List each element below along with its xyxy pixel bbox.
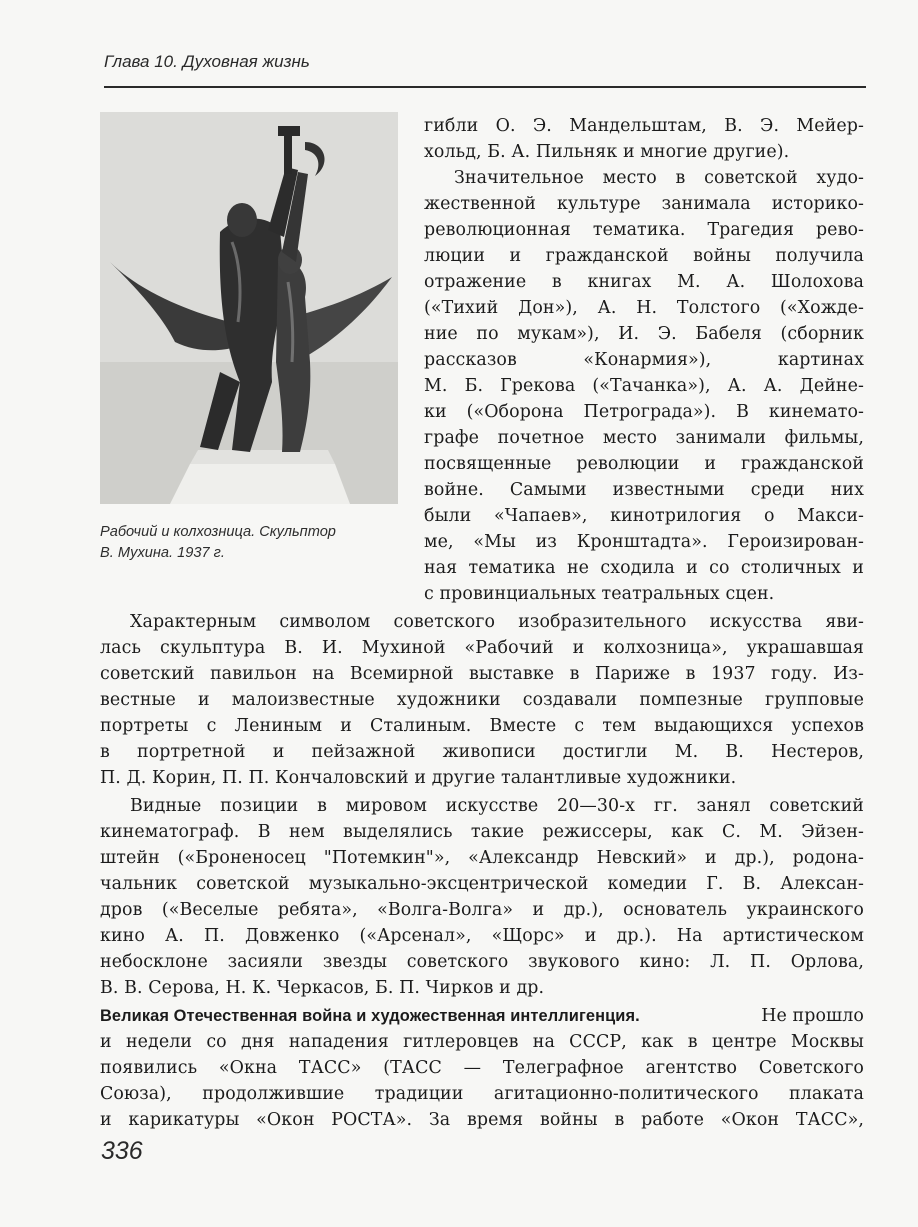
paragraph-line: Характерным символом советского изобразительного искусства яви-: [130, 612, 864, 632]
column-line: гибли О. Э. Мандельштам, В. Э. Мейер-: [424, 116, 864, 136]
paragraph-line: чальник советской музыкально-эксцентрической комедии Г. В. Алексан-: [100, 874, 864, 894]
paragraph-line: кино А. П. Довженко («Арсенал», «Щорс» и др.). На артистическом: [100, 926, 864, 946]
paragraph-line: дров («Веселые ребята», «Волга-Волга» и др.), основатель украинского: [100, 900, 864, 920]
paragraph-line: П. Д. Корин, П. П. Кончаловский и другие талантливые художники.: [100, 768, 737, 788]
column-line: войне. Самыми известными среди них: [424, 480, 864, 500]
paragraph-line: небосклоне засияли звезды советского звукового кино: Л. П. Орлова,: [100, 952, 864, 972]
caption-line: В. Мухина. 1937 г.: [100, 545, 225, 561]
column-line: рассказов «Конармия»), картинах: [424, 350, 864, 370]
column-line: М. Б. Грекова («Тачанка»), А. А. Дейне-: [424, 376, 864, 396]
figure-caption: [100, 522, 400, 564]
paragraph-line: кинематограф. В нем выделялись такие режиссеры, как С. М. Эйзен-: [100, 822, 864, 842]
column-line: ме, «Мы из Кронштадта». Героизирован-: [424, 532, 864, 552]
section-first-line-rest: Не прошло: [761, 1006, 864, 1026]
column-line: («Тихий Дон»), А. Н. Толстого («Хожде-: [424, 298, 864, 318]
column-line: ние по мукам»), И. Э. Бабеля (сборник: [424, 324, 864, 344]
column-line: с провинциальных театральных сцен.: [424, 584, 775, 604]
column-line: люции и гражданской войны получила: [424, 246, 864, 266]
paragraph-line: и недели со дня нападения гитлеровцев на СССР, как в центре Москвы: [100, 1032, 864, 1052]
column-line: отражение в книгах М. А. Шолохова: [424, 272, 864, 292]
paragraph-line: и карикатуры «Окон РОСТА». За время войны в работе «Окон ТАСС»,: [100, 1110, 864, 1130]
paragraph-line: Союза), продолжившие традиции агитационно-политического плаката: [100, 1084, 864, 1104]
running-title: Глава 10. Духовная жизнь: [104, 52, 310, 71]
header-rule: [104, 86, 866, 88]
paragraph-line: появились «Окна ТАСС» (ТАСС — Телеграфное агентство Советского: [100, 1058, 864, 1078]
section-heading: Великая Отечественная война и художественная интеллигенция.: [100, 1007, 640, 1025]
caption-line: Рабочий и колхозница. Скульптор: [100, 524, 336, 540]
paragraph-line: портреты с Лениным и Сталиным. Вместе с тем выдающихся успехов: [100, 716, 864, 736]
sculpture-photo: [100, 112, 398, 504]
paragraph-line: Видные позиции в мировом искусстве 20—30-х гг. занял советский: [130, 796, 864, 816]
column-line: Значительное место в советской худо-: [454, 168, 864, 188]
paragraph-line: штейн («Броненосец "Потемкин"», «Александр Невский» и др.), родона-: [100, 848, 864, 868]
column-line: революционная тематика. Трагедия рево-: [424, 220, 864, 240]
column-line: жественной культуре занимала историко-: [424, 194, 864, 214]
section-first-line: [100, 1003, 864, 1029]
paragraph-line: в портретной и пейзажной живописи достигли М. В. Нестеров,: [100, 742, 864, 762]
page-number: 336: [101, 1137, 143, 1165]
column-line: ки («Оборона Петрограда»). В кинемато-: [424, 402, 864, 422]
column-line: были «Чапаев», кинотрилогия о Макси-: [424, 506, 864, 526]
paragraph-line: лась скульптура В. И. Мухиной «Рабочий и колхозница», украшавшая: [100, 638, 864, 658]
column-line: ная тематика не сходила и со столичных и: [424, 558, 864, 578]
paragraph-line: В. В. Серова, Н. К. Черкасов, Б. П. Чирков и др.: [100, 978, 545, 998]
paragraph-line: советский павильон на Всемирной выставке в Париже в 1937 году. Из-: [100, 664, 864, 684]
column-line: хольд, Б. А. Пильняк и многие другие).: [424, 142, 790, 162]
paragraph-line: вестные и малоизвестные художники создавали помпезные групповые: [100, 690, 864, 710]
column-line: посвященные революции и гражданской: [424, 454, 864, 474]
column-line: графе почетное место занимали фильмы,: [424, 428, 864, 448]
